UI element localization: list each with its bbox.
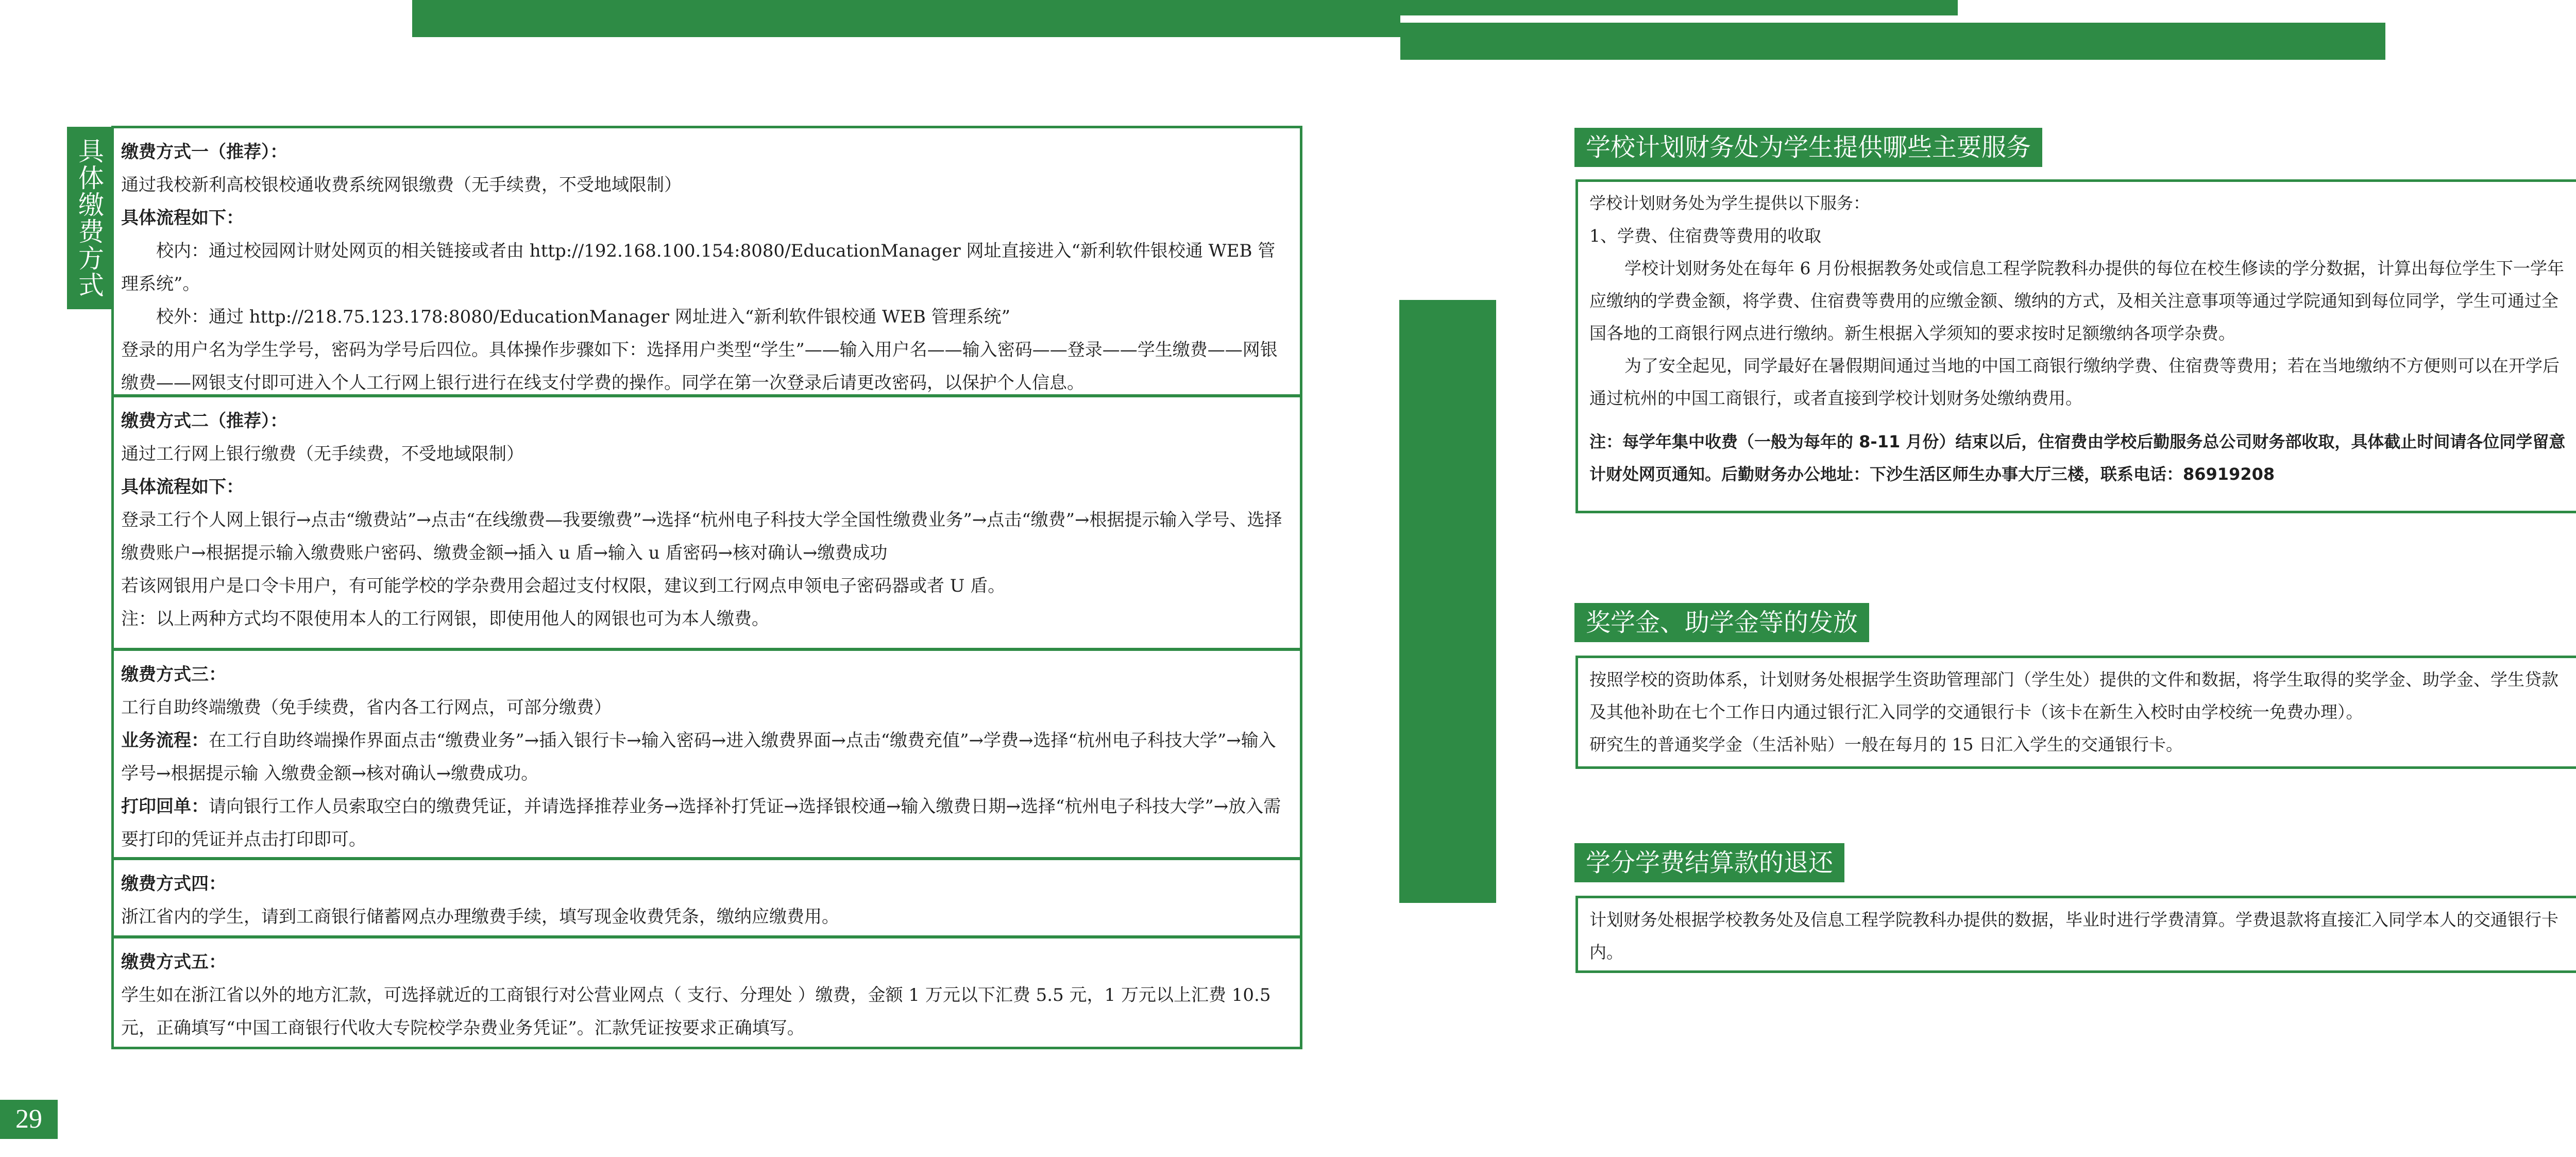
method3-process-text: 在工行自助终端操作界面点击“缴费业务”→插入银行卡→输入密码→进入缴费界面→点击“缴费充值”→学费→选择“杭州电子科技大学”→输入学号→根据提示输 入缴费金额→核对确认→缴费成功。 [121,730,1276,784]
method2-steps: 登录工行个人网上银行→点击“缴费站”→点击“在线缴费—我要缴费”→选择“杭州电子科技大学全国性缴费业务”→点击“缴费”→根据提示输入学号、选择缴费账户→根据提示输入缴费账户密码、缴费金额→插入 u 盾→输入 u 盾密码→核对确认→缴费成功 [121,510,1282,563]
services-title: 学校计划财务处为学生提供哪些主要服务 [1574,128,2042,167]
center-spine-bar [1399,300,1496,903]
refund-p1: 计划财务处根据学校教务处及信息工程学院教科办提供的数据，毕业时进行学费清算。学费退款将直接汇入同学本人的交通银行卡内。 [1589,910,2558,962]
method2-process-title: 具体流程如下： [121,477,244,497]
refund-box [1575,896,2576,973]
top-bar-right [1400,23,2385,60]
services-note: 注：每学年集中收费（一般为每年的 8-11 月份）结束以后，住宿费由学校后勤服务总公司财务部收取，具体截止时间请各位同学留意计财处网页通知。后勤财务办公地址：下沙生活区师生办事大厅三楼，联系电话：86919208 [1589,432,2566,484]
method3-process-label: 业务流程： [121,730,209,751]
method1-title: 缴费方式一（推荐）： [121,142,287,162]
method5-box [111,936,1302,1049]
page-number-left: 29 [0,1100,58,1139]
scholarship-title: 奖学金、助学金等的发放 [1574,603,1869,642]
method3-intro: 工行自助终端缴费（免手续费，省内各工行网点，可部分缴费） [121,697,612,718]
method2-note2: 注：以上两种方式均不限使用本人的工行网银，即使用他人的网银也可为本人缴费。 [121,609,769,629]
method2-box [111,395,1302,650]
method3-receipt-text: 请向银行工作人员索取空白的缴费凭证，并请选择推荐业务→选择补打凭证→选择银校通→输入缴费日期→选择“杭州电子科技大学”→放入需要打印的凭证并点击打印即可。 [121,796,1281,850]
scholarship-p1: 按照学校的资助体系，计划财务处根据学生资助管理部门（学生处）提供的文件和数据，将学生取得的奖学金、助学金、学生贷款及其他补助在七个工作日内通过银行汇入同学的交通银行卡（该卡在新生入校时由学校统一免费办理）。 [1589,669,2558,722]
services-item1: 1、学费、住宿费等费用的收取 [1589,226,1821,246]
refund-title: 学分学费结算款的退还 [1574,843,1844,882]
method2-note1: 若该网银用户是口令卡用户，有可能学校的学杂费用会超过支付权限，建议到工行网点申领电子密码器或者 U 盾。 [121,576,1006,596]
method1-intro: 通过我校新利高校银校通收费系统网银缴费（无手续费，不受地域限制） [121,175,682,195]
method4-text: 浙江省内的学生，请到工商银行储蓄网点办理缴费手续，填写现金收费凭条，缴纳应缴费用。 [121,907,839,927]
method3-title: 缴费方式三： [121,664,226,685]
method4-box [111,858,1302,938]
scholarship-p2: 研究生的普通奖学金（生活补贴）一般在每月的 15 日汇入学生的交通银行卡。 [1589,734,2183,754]
method2-title: 缴费方式二（推荐）： [121,411,287,431]
top-bar-gap [1400,15,1967,23]
services-lead: 学校计划财务处为学生提供以下服务： [1589,193,1870,213]
method5-text: 学生如在浙江省以外的地方汇款，可选择就近的工商银行对公营业网点（ 支行、分理处 ）缴费，金额 1 万元以下汇费 5.5 元，1 万元以上汇费 10.5 元，正确填写“中国工商银行代收大专院校学杂费业务凭证”。汇款凭证按要求正确填写。 [121,985,1271,1038]
services-p2: 为了安全起见，同学最好在暑假期间通过当地的中国工商银行缴纳学费、住宿费等费用；若在当地缴纳不方便则可以在开学后通过杭州的中国工商银行，或者直接到学校计划财务处缴纳费用。 [1589,356,2560,408]
method3-box [111,648,1302,860]
method5-title: 缴费方式五： [121,952,226,972]
method1-steps: 登录的用户名为学生学号，密码为学号后四位。具体操作步骤如下：选择用户类型“学生”——输入用户名——输入密码——登录——学生缴费——网银缴费——网银支付即可进入个人工行网上银行进行在线支付学费的操作。同学在第一次登录后请更改密码，以保护个人信息。 [121,340,1278,393]
services-box [1575,179,2576,513]
scholarship-box [1575,656,2576,769]
services-p1: 学校计划财务处在每年 6 月份根据教务处或信息工程学院教科办提供的每位在校生修读的学分数据，计算出每位学生下一学年应缴纳的学费金额，将学费、住宿费等费用的应缴金额、缴纳的方式，及相关注意事项等通过学院通知到每位同学，学生可通过全国各地的工商银行网点进行缴纳。新生根据入学须知的要求按时足额缴纳各项学杂费。 [1589,258,2564,343]
method3-receipt [121,790,1291,856]
method1-box [111,126,1302,397]
method4-title: 缴费方式四： [121,874,226,894]
method3-process [121,724,1291,790]
method2-intro: 通过工行网上银行缴费（无手续费，不受地域限制） [121,444,524,464]
method1-process-title: 具体流程如下： [121,208,244,228]
side-tab-payment-methods: 具体缴费方式 [67,127,111,309]
method1-campus-out: 校外：通过 http://218.75.123.178:8080/EducationManager 网址进入“新利软件银校通 WEB 管理系统” [156,307,1010,327]
method3-receipt-label: 打印回单： [121,796,209,817]
services-spacer [1589,414,2572,426]
method1-campus-in: 校内：通过校园网计财处网页的相关链接或者由 http://192.168.100.154:8080/EducationManager 网址直接进入“新利软件银校通 WEB 管理系统”。 [121,241,1276,294]
